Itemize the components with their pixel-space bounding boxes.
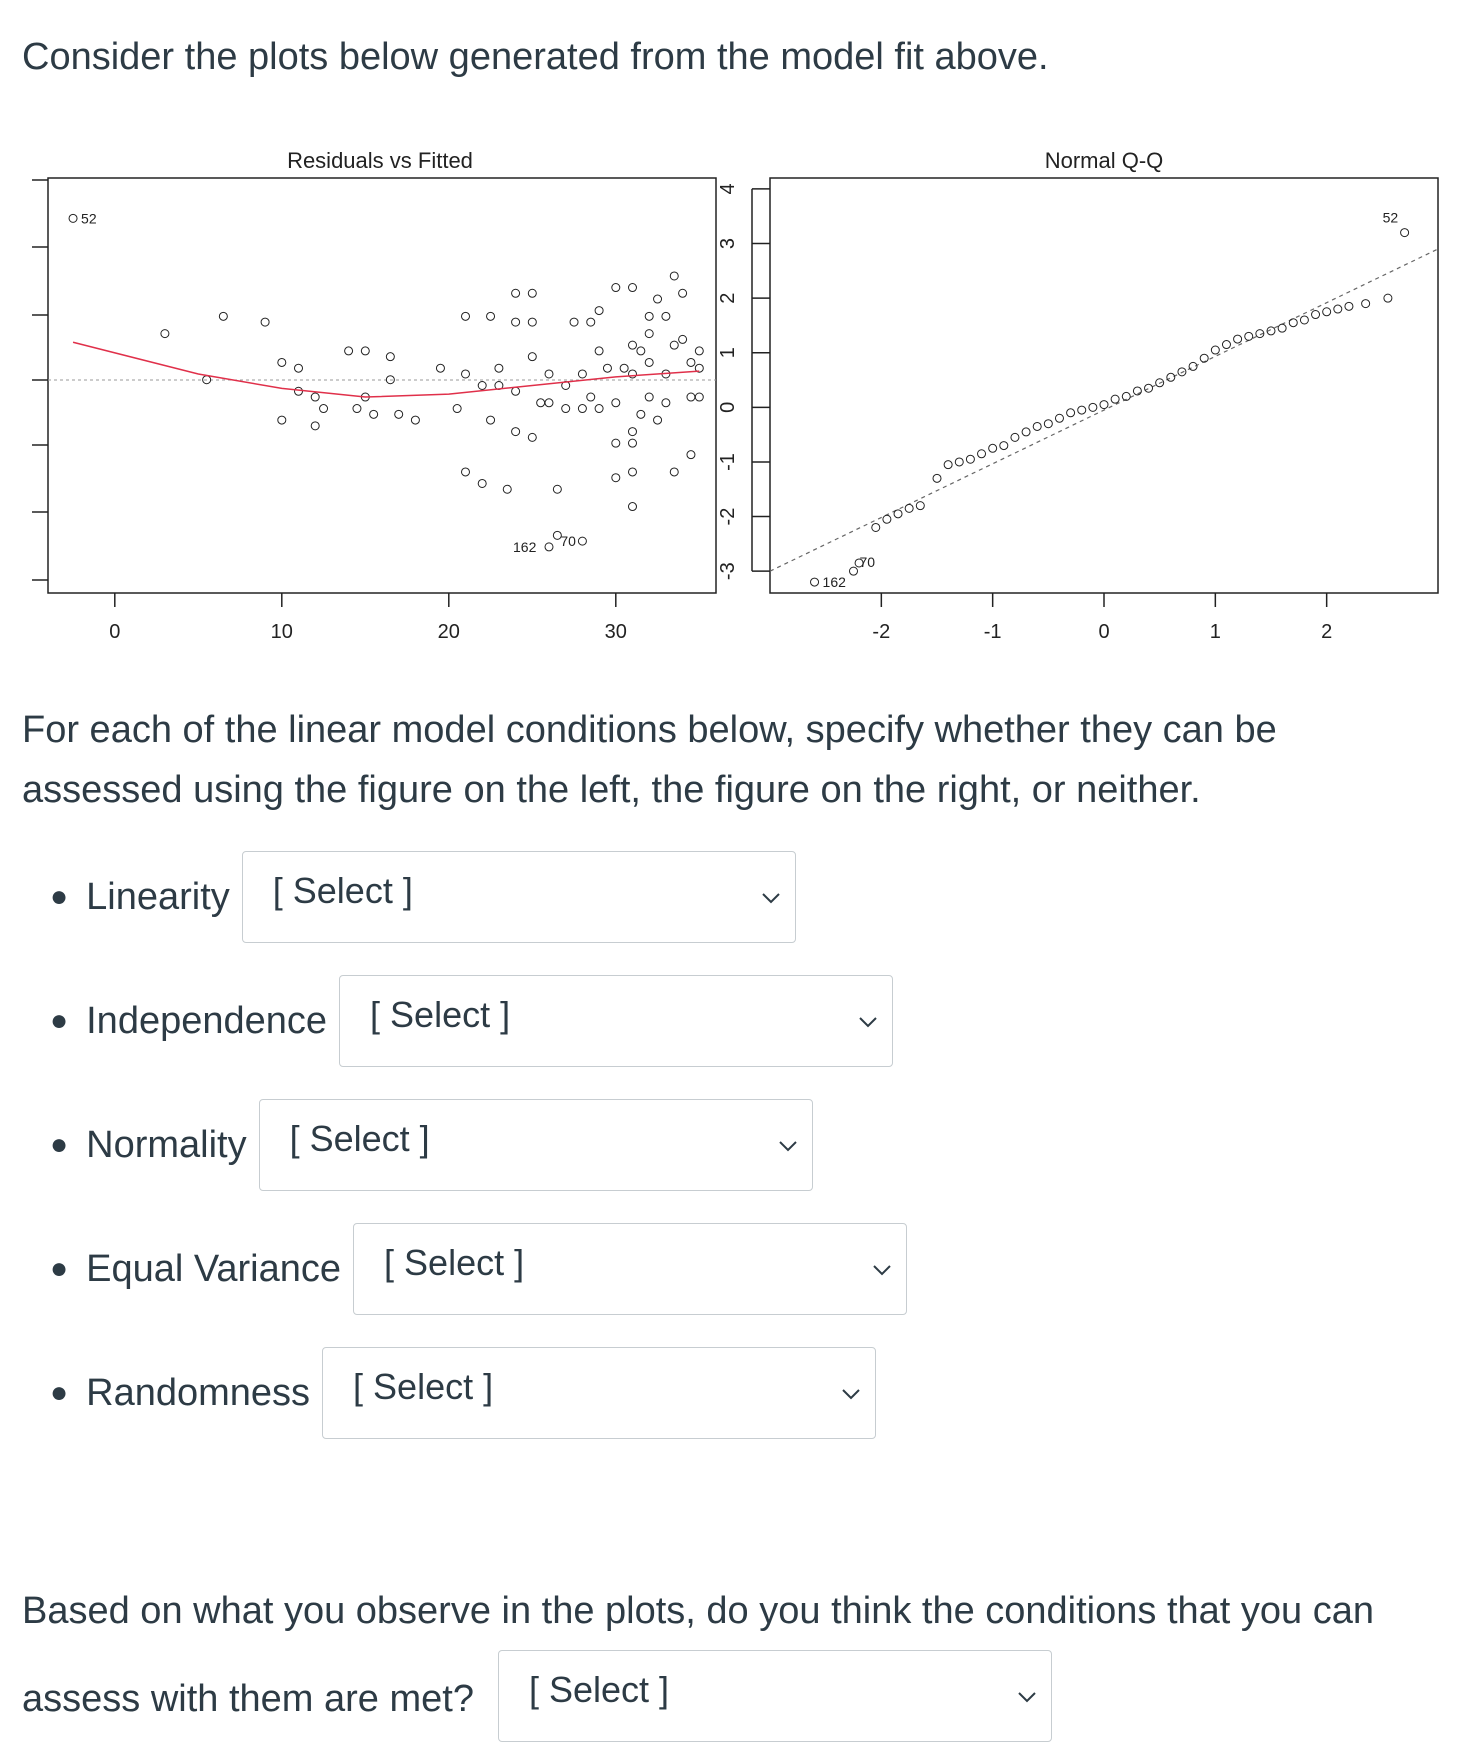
residual-point (687, 393, 695, 401)
residual-point (612, 439, 620, 447)
condition-item-randomness (50, 1346, 876, 1440)
residual-point (528, 433, 536, 441)
residual-point (395, 410, 403, 418)
residual-point (320, 405, 328, 413)
residual-point (478, 382, 486, 390)
qq-point (1289, 319, 1297, 327)
qq-point (1200, 354, 1208, 362)
residual-point (695, 393, 703, 401)
condition-item-independence (50, 974, 893, 1068)
qq-point (1000, 442, 1008, 450)
left-x-tick-label: 0 (109, 621, 121, 643)
qq-point (1011, 433, 1019, 441)
qq-point (872, 523, 880, 531)
residual-point (645, 393, 653, 401)
final-question-line1: Based on what you observe in the plots, do you think the conditions that you can (22, 1590, 1374, 1632)
residual-point (595, 307, 603, 315)
residual-point (587, 393, 595, 401)
qq-point (883, 515, 891, 523)
residual-point (69, 214, 77, 222)
residual-point (603, 364, 611, 372)
qq-y-tick-label: 0 (717, 401, 739, 413)
residual-point (578, 405, 586, 413)
right-point-label: 162 (822, 574, 846, 591)
residual-point (462, 370, 470, 378)
residual-point (487, 416, 495, 424)
bullet: ● (50, 1376, 69, 1409)
right-x-tick-label: -2 (872, 621, 891, 643)
residual-point (261, 318, 269, 326)
qq-y-tick-label: 1 (717, 347, 739, 359)
qq-y-ticks (717, 183, 770, 580)
residual-point (370, 410, 378, 418)
linearity-select[interactable] (242, 851, 796, 943)
qq-point (1401, 229, 1409, 237)
left-y-ticks (32, 180, 48, 580)
residual-point (670, 341, 678, 349)
residual-point (629, 370, 637, 378)
residual-point (295, 364, 303, 372)
residual-point (570, 318, 578, 326)
select-value: [ Select ] (384, 1242, 525, 1283)
residual-point (353, 405, 361, 413)
chevron-down-icon (778, 1136, 798, 1156)
residual-point (487, 312, 495, 320)
qq-point (1323, 308, 1331, 316)
residual-point (645, 358, 653, 366)
residual-point (687, 451, 695, 459)
bullet: ● (50, 1128, 69, 1161)
select-value: [ Select ] (272, 870, 413, 911)
residual-point (512, 289, 520, 297)
residual-point (495, 364, 503, 372)
chevron-down-icon (1017, 1687, 1037, 1707)
bullet: ● (50, 1252, 69, 1285)
select-value: [ Select ] (289, 1118, 430, 1159)
residual-point (311, 393, 319, 401)
condition-label: Linearity (86, 875, 230, 918)
left-x-tick-label: 10 (270, 621, 293, 643)
residual-point (528, 353, 536, 361)
residual-point (278, 358, 286, 366)
residual-point (587, 318, 595, 326)
qq-point (1245, 332, 1253, 340)
qq-point (1234, 335, 1242, 343)
residual-point (161, 330, 169, 338)
condition-label: Independence (86, 999, 328, 1042)
equal-variance-select[interactable] (353, 1223, 907, 1315)
residual-point (528, 289, 536, 297)
residual-point (612, 474, 620, 482)
qq-point (1222, 341, 1230, 349)
qq-point (1089, 403, 1097, 411)
independence-select[interactable] (339, 975, 893, 1067)
right-point-label: 70 (859, 554, 876, 571)
condition-item-normality (50, 1098, 813, 1192)
right-plot-title: Normal Q-Q (1044, 148, 1164, 173)
qq-point (1167, 373, 1175, 381)
diagnostic-plots (0, 140, 1479, 670)
instructions-text: For each of the linear model conditions below, specify whether they can be assessed using the figure on the left, the figure on the right, or neither. (22, 709, 1277, 811)
right-annotations (823, 210, 1399, 590)
conditions-met-select[interactable] (498, 1650, 1052, 1742)
qq-point (1044, 420, 1052, 428)
qq-point (1312, 311, 1320, 319)
residual-point (361, 347, 369, 355)
qq-reference-line (770, 249, 1438, 571)
chevron-down-icon (761, 888, 781, 908)
residual-point (612, 399, 620, 407)
residual-point (512, 318, 520, 326)
intro-text: Consider the plots below generated from the model fit above. (22, 36, 1049, 78)
residual-point (645, 330, 653, 338)
residual-point (453, 405, 461, 413)
qq-point (944, 461, 952, 469)
residual-point (670, 468, 678, 476)
residual-point (637, 410, 645, 418)
right-x-tick-label: 1 (1209, 621, 1221, 643)
normality-select[interactable] (259, 1099, 813, 1191)
qq-point (1067, 409, 1075, 417)
qq-point (850, 567, 858, 575)
residual-point (545, 543, 553, 551)
qq-point (1111, 395, 1119, 403)
residual-point (512, 428, 520, 436)
right-x-ticks (872, 593, 1332, 643)
randomness-select[interactable] (322, 1347, 876, 1439)
qq-y-tick-label: -1 (717, 453, 739, 471)
residual-point (503, 485, 511, 493)
residual-point (278, 416, 286, 424)
residual-point (595, 405, 603, 413)
condition-label: Normality (86, 1123, 247, 1166)
chevron-down-icon (872, 1260, 892, 1280)
qq-y-tick-label: 2 (717, 292, 739, 304)
residual-point (645, 312, 653, 320)
chevron-down-icon (841, 1384, 861, 1404)
residual-point (528, 318, 536, 326)
condition-item-linearity (50, 850, 796, 944)
qq-point (1133, 387, 1141, 395)
qq-point (955, 458, 963, 466)
bullet: ● (50, 880, 69, 913)
qq-point (1300, 316, 1308, 324)
residual-point (462, 312, 470, 320)
qq-point (1345, 302, 1353, 310)
chevron-down-icon (858, 1012, 878, 1032)
qq-point (1145, 384, 1153, 392)
residual-point (478, 479, 486, 487)
right-x-tick-label: -1 (983, 621, 1002, 643)
residual-point (662, 312, 670, 320)
right-x-tick-label: 2 (1321, 621, 1333, 643)
qq-y-tick-label: 3 (717, 237, 739, 250)
qq-point (1055, 414, 1063, 422)
condition-label: Equal Variance (86, 1247, 342, 1290)
select-value: [ Select ] (529, 1669, 670, 1710)
qq-point (905, 504, 913, 512)
left-x-tick-label: 30 (604, 621, 627, 643)
qq-point (894, 510, 902, 518)
residual-point (545, 370, 553, 378)
left-points (69, 214, 703, 551)
right-point-label: 52 (1382, 209, 1399, 226)
residual-point (512, 387, 520, 395)
residual-point (679, 289, 687, 297)
residual-point (578, 370, 586, 378)
residual-point (629, 468, 637, 476)
left-x-tick-label: 20 (437, 621, 460, 643)
qq-point (811, 578, 819, 586)
qq-point (978, 450, 986, 458)
residual-point (662, 399, 670, 407)
residual-point (637, 347, 645, 355)
qq-point (1211, 346, 1219, 354)
left-point-label: 70 (560, 533, 576, 550)
qq-point (933, 474, 941, 482)
residual-point (629, 428, 637, 436)
condition-item-equal-variance (50, 1222, 907, 1316)
residual-point (545, 399, 553, 407)
select-value: [ Select ] (353, 1366, 494, 1407)
residual-point (462, 468, 470, 476)
left-point-label: 52 (81, 210, 97, 227)
qq-point (1334, 305, 1342, 313)
residual-point (629, 284, 637, 292)
residual-point (654, 416, 662, 424)
left-x-ticks (109, 593, 627, 643)
qq-point (1384, 294, 1392, 302)
qq-y-tick-label: 4 (717, 183, 739, 195)
residual-point (629, 439, 637, 447)
residual-point (578, 537, 586, 545)
qq-point (966, 455, 974, 463)
bullet: ● (50, 1004, 69, 1037)
right-plot-frame (770, 178, 1438, 593)
left-smoother-line (73, 342, 699, 397)
final-question-line2: assess with them are met? (22, 1678, 474, 1720)
residual-point (562, 405, 570, 413)
left-plot-title: Residuals vs Fitted (287, 148, 473, 173)
right-x-tick-label: 0 (1098, 621, 1110, 643)
qq-y-tick-label: -2 (717, 507, 739, 526)
residual-point (629, 341, 637, 349)
residual-point (620, 364, 628, 372)
residual-point (695, 347, 703, 355)
residual-point (345, 347, 353, 355)
residual-point (219, 312, 227, 320)
qq-point (1100, 401, 1108, 409)
qq-point (1022, 428, 1030, 436)
left-point-label: 162 (513, 538, 537, 555)
residual-point (679, 335, 687, 343)
residual-point (553, 485, 561, 493)
select-value: [ Select ] (370, 994, 511, 1035)
qq-point (1362, 300, 1370, 308)
qq-point (1278, 324, 1286, 332)
qq-point (1078, 406, 1086, 414)
residual-point (537, 399, 545, 407)
left-plot-frame (48, 178, 716, 593)
qq-point (1033, 422, 1041, 430)
residual-point (687, 358, 695, 366)
residual-point (311, 422, 319, 430)
condition-label: Randomness (86, 1371, 311, 1414)
qq-point (989, 444, 997, 452)
residual-point (654, 295, 662, 303)
residual-point (612, 284, 620, 292)
residual-point (386, 353, 394, 361)
residual-point (670, 272, 678, 280)
residual-point (436, 364, 444, 372)
residual-point (295, 387, 303, 395)
residual-point (629, 503, 637, 511)
qq-point (916, 502, 924, 510)
qq-y-tick-label: -3 (717, 562, 739, 581)
residual-point (595, 347, 603, 355)
residual-point (411, 416, 419, 424)
